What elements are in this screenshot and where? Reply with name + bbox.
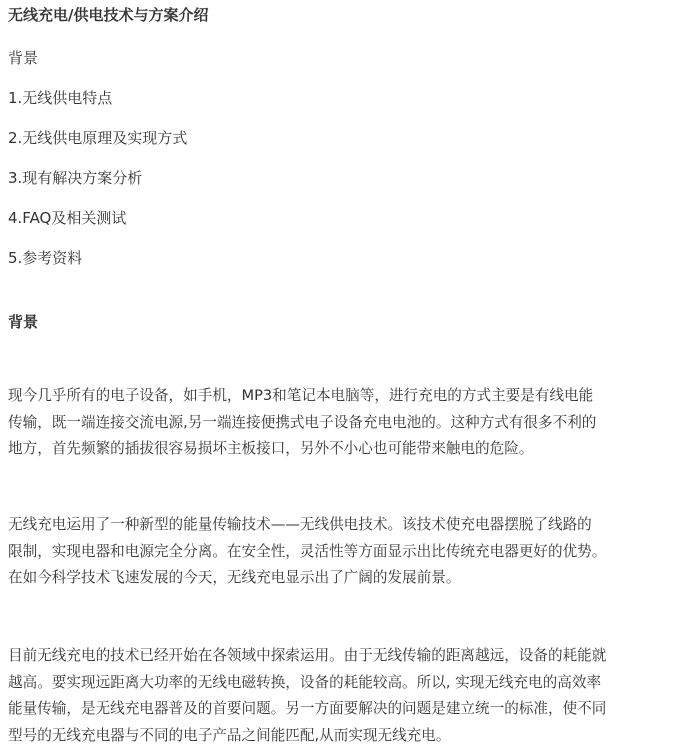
toc-item-references: 5.参考资料 [8,247,82,268]
paragraph-3 [8,643,670,749]
paragraph-line: 型号的无线充电器与不同的电子产品之间能匹配,从而实现无线充电。 [8,723,670,749]
paragraph-line: 在如今科学技术飞速发展的今天，无线充电显示出了广阔的发展前景。 [8,565,670,592]
paragraph-line: 无线充电运用了一种新型的能量传输技术——无线供电技术。该技术使充电器摆脱了线路的 [8,512,670,539]
toc-item-solutions: 3.现有解决方案分析 [8,167,142,188]
paragraph-line: 能量传输，是无线充电器普及的首要问题。另一方面要解决的问题是建立统一的标准，使不同 [8,696,670,723]
paragraph-line: 地方，首先频繁的插拔很容易损坏主板接口，另外不小心也可能带来触电的危险。 [8,436,670,463]
paragraph-1 [8,383,670,463]
paragraph-line: 目前无线充电的技术已经开始在各领域中探索运用。由于无线传输的距离越远，设备的耗能就 [8,643,670,670]
toc-item-background: 背景 [8,47,38,68]
paragraph-line: 限制，实现电器和电源完全分离。在安全性，灵活性等方面显示出比传统充电器更好的优势。 [8,539,670,566]
section-heading: 背景 [8,311,38,332]
toc-item-features: 1.无线供电特点 [8,87,112,108]
toc-item-principles: 2.无线供电原理及实现方式 [8,127,187,148]
paragraph-2 [8,512,670,592]
document-title: 无线充电/供电技术与方案介绍 [8,4,208,25]
paragraph-line: 越高。要实现远距离大功率的无线电磁转换，设备的耗能较高。所以, 实现无线充电的高效率 [8,670,670,697]
paragraph-line: 传输，既一端连接交流电源,另一端连接便携式电子设备充电电池的。这种方式有很多不利的 [8,410,670,437]
paragraph-line: 现今几乎所有的电子设备，如手机，MP3和笔记本电脑等，进行充电的方式主要是有线电能 [8,383,670,410]
toc-item-faq: 4.FAQ及相关测试 [8,207,126,228]
